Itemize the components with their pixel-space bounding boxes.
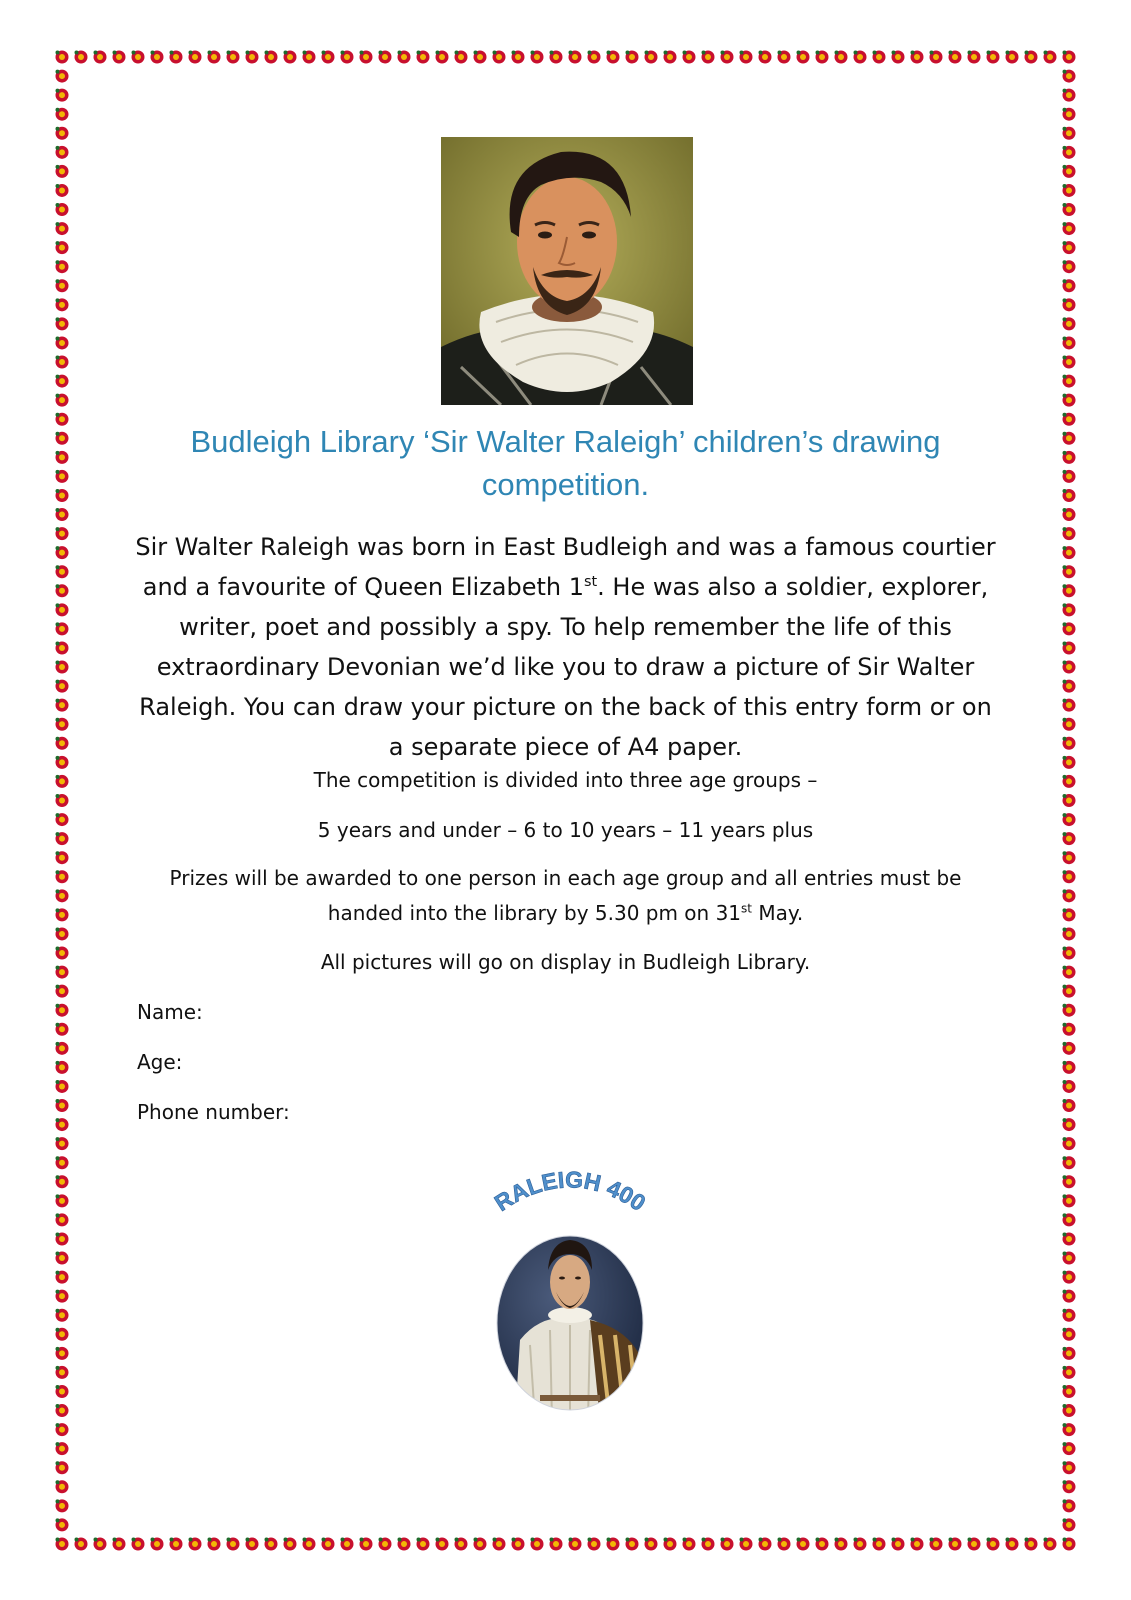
border-flower (56, 889, 69, 902)
border-flower (75, 1538, 88, 1551)
border-flower (892, 1538, 905, 1551)
border-flower (759, 51, 772, 64)
border-flower (1063, 1461, 1076, 1474)
border-flower (208, 51, 221, 64)
border-flower (189, 1538, 202, 1551)
border-flower (56, 508, 69, 521)
border-flower (1006, 1538, 1019, 1551)
border-flower (550, 51, 563, 64)
border-flower (56, 489, 69, 502)
border-flower (1063, 298, 1076, 311)
intro-superscript: st (584, 574, 598, 590)
border-flower (1063, 641, 1076, 654)
border-flower (1063, 1099, 1076, 1112)
border-flower (360, 51, 373, 64)
border-flower (56, 1213, 69, 1226)
border-flower (1063, 1442, 1076, 1455)
border-flower (56, 1328, 69, 1341)
border-flower (1063, 1480, 1076, 1493)
border-flower (56, 260, 69, 273)
border-flower (56, 356, 69, 369)
border-flower (56, 908, 69, 921)
border-flower (284, 51, 297, 64)
border-flower (455, 51, 468, 64)
border-flower (892, 51, 905, 64)
border-flower (1063, 1213, 1076, 1226)
border-flower (493, 1538, 506, 1551)
border-flower (56, 1499, 69, 1512)
border-flower (170, 51, 183, 64)
border-flower (303, 51, 316, 64)
border-flower (56, 1175, 69, 1188)
border-flower (284, 1538, 297, 1551)
border-flower (721, 1538, 734, 1551)
border-flower (740, 1538, 753, 1551)
border-flower (1063, 1404, 1076, 1417)
border-flower (436, 51, 449, 64)
border-flower (1063, 889, 1076, 902)
border-flower (56, 622, 69, 635)
border-flower (1063, 565, 1076, 578)
border-flower (816, 51, 829, 64)
border-flower (778, 51, 791, 64)
border-flower (1063, 527, 1076, 540)
border-flower (1063, 51, 1076, 64)
border-flower (1063, 813, 1076, 826)
border-flower (56, 1366, 69, 1379)
border-flower (835, 51, 848, 64)
border-flower (911, 51, 924, 64)
border-flower (702, 1538, 715, 1551)
border-flower (379, 1538, 392, 1551)
border-flower (835, 1538, 848, 1551)
age-groups-intro: The competition is divided into three age groups – (313, 768, 818, 792)
border-flower (1063, 203, 1076, 216)
border-flower (227, 1538, 240, 1551)
border-flower (56, 966, 69, 979)
border-flower (56, 527, 69, 540)
border-flower (1063, 546, 1076, 559)
border-flower (56, 1252, 69, 1265)
intro-text-part1: Sir Walter Raleigh was born in East Budleigh and was a famous courtier and a favourite of Queen Elizabeth 1 (135, 533, 996, 601)
border-flower (56, 1347, 69, 1360)
border-flower (56, 565, 69, 578)
intro-text-part2: . He was also a soldier, explorer, writer, poet and possibly a spy. To help remember the life of this extraordinary Devonian we’d like you to draw a picture of Sir Walter Raleigh. You can draw your picture on the back of this entry form or on a separate piece of A4 paper. (139, 573, 992, 761)
border-flower (56, 413, 69, 426)
border-flower (56, 1461, 69, 1474)
border-flower (1063, 1042, 1076, 1055)
border-flower (56, 1156, 69, 1169)
border-flower (94, 1538, 107, 1551)
border-flower (246, 51, 259, 64)
border-flower (113, 51, 126, 64)
border-flower (1063, 432, 1076, 445)
border-flower (56, 222, 69, 235)
border-flower (1063, 680, 1076, 693)
border-flower (1063, 146, 1076, 159)
border-flower (1063, 1328, 1076, 1341)
border-flower (1063, 1499, 1076, 1512)
border-flower (930, 51, 943, 64)
border-flower (797, 51, 810, 64)
age-label: Age: (137, 1050, 183, 1074)
border-flower (1063, 317, 1076, 330)
border-flower (1063, 1366, 1076, 1379)
border-flower (56, 375, 69, 388)
border-flower (1063, 775, 1076, 788)
border-flower (626, 1538, 639, 1551)
border-flower (322, 1538, 335, 1551)
border-flower (56, 1232, 69, 1245)
border-flower (1063, 927, 1076, 940)
border-flower (56, 927, 69, 940)
border-flower (56, 737, 69, 750)
border-flower (56, 470, 69, 483)
border-flower (56, 584, 69, 597)
intro-paragraph (130, 527, 1001, 767)
border-flower (588, 1538, 601, 1551)
border-flower (56, 1385, 69, 1398)
border-flower (56, 641, 69, 654)
border-flower (1063, 1271, 1076, 1284)
border-flower (56, 775, 69, 788)
border-flower (227, 51, 240, 64)
border-flower (56, 146, 69, 159)
border-flower (56, 1023, 69, 1036)
border-flower (56, 1004, 69, 1017)
border-flower (949, 51, 962, 64)
border-flower (417, 1538, 430, 1551)
border-flower (56, 184, 69, 197)
border-flower (56, 1194, 69, 1207)
border-flower (607, 1538, 620, 1551)
border-flower (1063, 356, 1076, 369)
border-flower (56, 1042, 69, 1055)
prizes-superscript: st (741, 901, 752, 916)
border-flower (1063, 1538, 1076, 1551)
border-flower (436, 1538, 449, 1551)
border-flower (56, 1480, 69, 1493)
border-flower (968, 51, 981, 64)
border-flower (474, 1538, 487, 1551)
border-flower (1063, 1232, 1076, 1245)
border-flower (170, 1538, 183, 1551)
border-flower (56, 1137, 69, 1150)
border-flower (1063, 336, 1076, 349)
border-flower (56, 832, 69, 845)
border-flower (56, 1442, 69, 1455)
border-flower (569, 1538, 582, 1551)
border-flower (417, 51, 430, 64)
border-flower (1063, 108, 1076, 121)
border-flower (1063, 470, 1076, 483)
border-flower (816, 1538, 829, 1551)
border-flower (1044, 1538, 1057, 1551)
border-flower (1063, 279, 1076, 292)
age-groups: 5 years and under – 6 to 10 years – 11 years plus (317, 818, 814, 842)
border-flower (1063, 1252, 1076, 1265)
border-flower (265, 1538, 278, 1551)
border-flower (56, 756, 69, 769)
border-flower (151, 1538, 164, 1551)
border-flower (1063, 832, 1076, 845)
border-flower (56, 241, 69, 254)
border-flower (132, 51, 145, 64)
border-flower (1063, 756, 1076, 769)
border-flower (56, 127, 69, 140)
border-flower (56, 1290, 69, 1303)
border-flower (1063, 413, 1076, 426)
border-flower (664, 1538, 677, 1551)
border-flower (1063, 394, 1076, 407)
border-flower (1063, 489, 1076, 502)
border-flower (626, 51, 639, 64)
border-flower (56, 165, 69, 178)
border-flower (56, 661, 69, 674)
border-flower (1063, 622, 1076, 635)
border-flower (1063, 584, 1076, 597)
border-flower (797, 1538, 810, 1551)
page-title: Budleigh Library ‘Sir Walter Raleigh’ children’s drawing competition. (190, 424, 941, 502)
border-flower (56, 1423, 69, 1436)
border-flower (1025, 1538, 1038, 1551)
border-flower (303, 1538, 316, 1551)
border-flower (56, 394, 69, 407)
logo-arc-text: RALEIGH 400 (489, 1170, 651, 1217)
border-flower (1063, 699, 1076, 712)
border-flower (1063, 1194, 1076, 1207)
border-flower (911, 1538, 924, 1551)
border-flower (1006, 51, 1019, 64)
border-flower (322, 51, 335, 64)
border-flower (56, 1080, 69, 1093)
border-flower (474, 51, 487, 64)
border-flower (1063, 718, 1076, 731)
border-flower (56, 298, 69, 311)
border-flower (1063, 1137, 1076, 1150)
border-flower (1063, 1309, 1076, 1322)
border-flower (531, 1538, 544, 1551)
logo-portrait (490, 1230, 650, 1420)
border-flower (398, 1538, 411, 1551)
border-flower (759, 1538, 772, 1551)
border-flower (56, 1538, 69, 1551)
border-flower (151, 51, 164, 64)
border-flower (1063, 1023, 1076, 1036)
border-flower (607, 51, 620, 64)
border-flower (569, 51, 582, 64)
border-flower (968, 1538, 981, 1551)
phone-label: Phone number: (137, 1100, 290, 1124)
border-flower (1063, 603, 1076, 616)
border-flower (1063, 1118, 1076, 1131)
border-flower (132, 1538, 145, 1551)
border-flower (1063, 222, 1076, 235)
border-flower (1063, 1423, 1076, 1436)
border-flower (56, 947, 69, 960)
border-flower (56, 1309, 69, 1322)
border-flower (664, 51, 677, 64)
border-flower (1063, 70, 1076, 83)
border-flower (740, 51, 753, 64)
border-flower (56, 1061, 69, 1074)
border-flower (56, 108, 69, 121)
border-flower (1063, 908, 1076, 921)
border-flower (1063, 375, 1076, 388)
border-flower (56, 70, 69, 83)
border-flower (550, 1538, 563, 1551)
border-flower (531, 51, 544, 64)
border-flower (512, 1538, 525, 1551)
border-flower (645, 51, 658, 64)
border-flower (56, 89, 69, 102)
border-flower (721, 51, 734, 64)
border-flower (1063, 89, 1076, 102)
border-flower (1063, 947, 1076, 960)
border-flower (1063, 1004, 1076, 1017)
border-flower (341, 51, 354, 64)
border-flower (1063, 794, 1076, 807)
border-flower (360, 1538, 373, 1551)
border-flower (75, 51, 88, 64)
border-flower (778, 1538, 791, 1551)
prizes-text-part1: Prizes will be awarded to one person in each age group and all entries must be handed into the library by 5.30 pm on 31 (169, 866, 962, 925)
border-flower (265, 51, 278, 64)
border-flower (588, 51, 601, 64)
border-flower (56, 1271, 69, 1284)
border-flower (56, 279, 69, 292)
prizes-text-part2: May. (752, 901, 804, 925)
border-flower (56, 985, 69, 998)
border-flower (56, 870, 69, 883)
border-flower (1063, 165, 1076, 178)
border-flower (56, 51, 69, 64)
border-flower (56, 813, 69, 826)
border-flower (56, 1518, 69, 1531)
border-flower (854, 1538, 867, 1551)
border-flower (208, 1538, 221, 1551)
border-flower (1063, 985, 1076, 998)
border-flower (1063, 451, 1076, 464)
border-flower (683, 51, 696, 64)
border-flower (1063, 260, 1076, 273)
border-flower (702, 51, 715, 64)
border-flower (56, 1404, 69, 1417)
border-flower (1063, 241, 1076, 254)
border-flower (1063, 508, 1076, 521)
border-flower (379, 51, 392, 64)
border-flower (645, 1538, 658, 1551)
display-note: All pictures will go on display in Budleigh Library. (320, 950, 811, 974)
border-flower (56, 794, 69, 807)
border-flower (341, 1538, 354, 1551)
border-flower (56, 317, 69, 330)
prizes-paragraph (130, 861, 1001, 931)
border-flower (113, 1538, 126, 1551)
border-flower (1063, 851, 1076, 864)
border-flower (246, 1538, 259, 1551)
border-flower (56, 1099, 69, 1112)
border-flower (1063, 870, 1076, 883)
border-flower (1063, 1156, 1076, 1169)
border-flower (873, 1538, 886, 1551)
border-flower (1063, 127, 1076, 140)
border-flower (1063, 966, 1076, 979)
border-flower (1063, 1385, 1076, 1398)
border-flower (1044, 51, 1057, 64)
raleigh-400-logo (470, 1170, 670, 1430)
border-flower (56, 718, 69, 731)
border-flower (56, 1118, 69, 1131)
border-flower (930, 1538, 943, 1551)
border-flower (1063, 1347, 1076, 1360)
border-flower (398, 51, 411, 64)
border-flower (512, 51, 525, 64)
border-flower (1025, 51, 1038, 64)
border-flower (56, 203, 69, 216)
border-flower (1063, 184, 1076, 197)
name-label: Name: (137, 1000, 203, 1024)
border-flower (455, 1538, 468, 1551)
border-flower (683, 1538, 696, 1551)
raleigh-portrait (441, 137, 693, 405)
border-flower (949, 1538, 962, 1551)
border-flower (56, 336, 69, 349)
border-flower (56, 699, 69, 712)
border-flower (1063, 737, 1076, 750)
border-flower (987, 51, 1000, 64)
border-flower (56, 680, 69, 693)
border-flower (987, 1538, 1000, 1551)
border-flower (1063, 1061, 1076, 1074)
border-flower (1063, 1518, 1076, 1531)
border-flower (56, 546, 69, 559)
border-flower (873, 51, 886, 64)
border-flower (854, 51, 867, 64)
border-flower (56, 851, 69, 864)
border-flower (1063, 1175, 1076, 1188)
border-flower (56, 451, 69, 464)
border-flower (56, 432, 69, 445)
border-flower (56, 603, 69, 616)
border-flower (1063, 1080, 1076, 1093)
border-flower (1063, 1290, 1076, 1303)
border-flower (189, 51, 202, 64)
border-flower (94, 51, 107, 64)
border-flower (493, 51, 506, 64)
border-flower (1063, 661, 1076, 674)
